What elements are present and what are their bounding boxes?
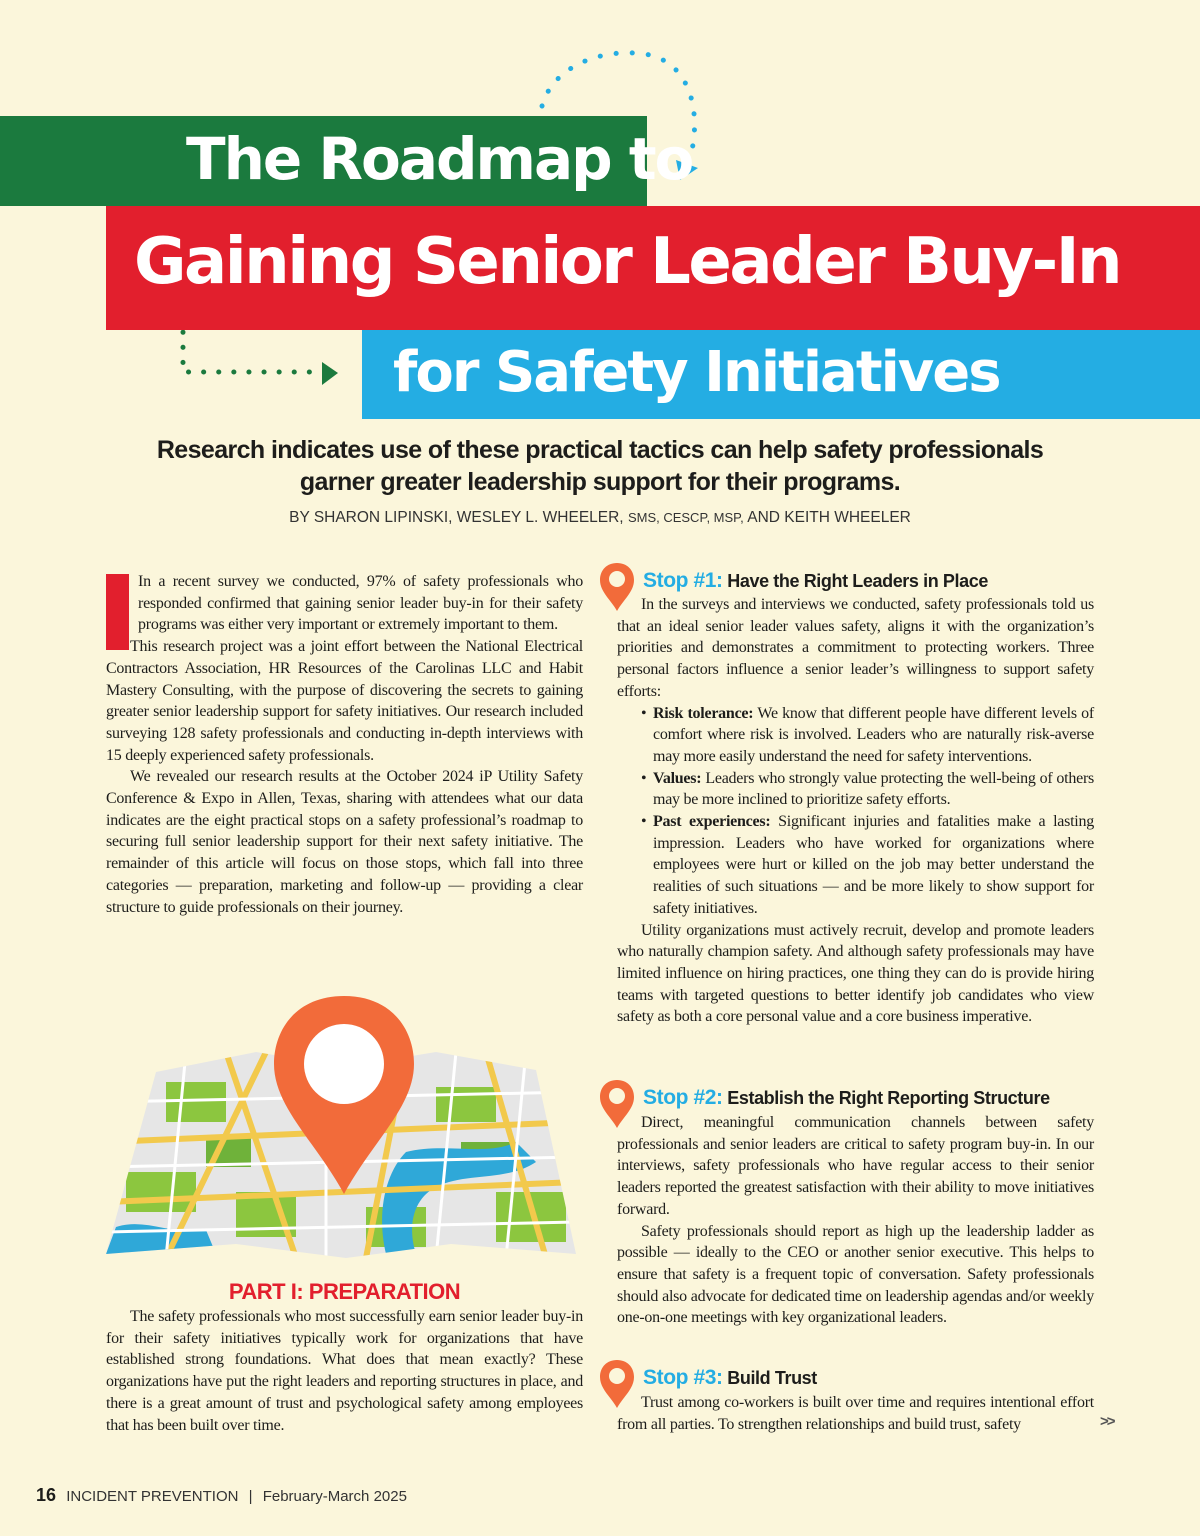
bullet-text: Leaders who strongly value protecting the well-being of others may be more inclined to prioritize safety efforts. bbox=[653, 769, 1095, 809]
part-1-text bbox=[106, 1306, 583, 1436]
bullet-term: Past experiences: bbox=[653, 813, 771, 831]
stop-3-text bbox=[617, 1392, 1094, 1435]
article-subtitle bbox=[100, 434, 1100, 498]
list-item bbox=[641, 768, 1094, 811]
list-item bbox=[641, 703, 1094, 768]
continue-arrow-icon[interactable]: >> bbox=[1100, 1413, 1114, 1430]
subtitle-line-2: garner greater leadership support for their programs. bbox=[299, 468, 901, 496]
bullet-text: We know that different people have different levels of comfort where risk is involved. Leaders who are naturally risk-averse may more easily understand the need for safety interventions. bbox=[653, 704, 1094, 765]
byline-credentials: SMS, CESCP, MSP, bbox=[627, 510, 744, 525]
stop-2-paragraph-1: Direct, meaningful communication channels between safety professionals and senior leaders are critical to safety program buy-in. In our interviews, safety professionals who have regular access to their senior leaders reported the greatest satisfaction with their ability to move initiatives forward. bbox=[617, 1114, 1094, 1218]
page-number: 16 bbox=[36, 1485, 57, 1505]
stop-3-title: Build Trust bbox=[727, 1368, 817, 1388]
intro-paragraph-3: We revealed our research results at the October 2024 iP Utility Safety Conference & Expo in Allen, Texas, sharing with attendees what our data indicates are the eight practical stops on a safety professional’s roadmap to securing full senior leadership support for their next safety initiative. The remainder of this article will focus on those stops, which fall into three categories — preparation, marketing and follow-up — providing a clear structure to guide professionals on their journey. bbox=[106, 768, 583, 916]
footer-separator: | bbox=[248, 1488, 253, 1505]
stop-1-paragraph-2: Utility organizations must actively recruit, develop and promote leaders who naturally champion safety. And although safety professionals may have limited influence on hiring practices, one thing they can do is provide hiring teams with targeted questions to better identify job candidates who view safety as both a core personal value and a core business imperative. bbox=[617, 921, 1094, 1026]
part-1-heading: PART I: PREPARATION bbox=[228, 1279, 461, 1304]
bullet-term: Risk tolerance: bbox=[653, 704, 754, 722]
stop-2-title: Establish the Right Reporting Structure bbox=[727, 1088, 1050, 1108]
page-footer bbox=[36, 1484, 407, 1508]
green-arrow-head-icon bbox=[322, 362, 338, 385]
issue-date: February-March 2025 bbox=[262, 1488, 407, 1505]
stop-1-heading bbox=[643, 569, 988, 593]
headline-line-1: The Roadmap to bbox=[186, 125, 693, 193]
publication-name: INCIDENT PREVENTION bbox=[66, 1488, 239, 1505]
stop-2-heading bbox=[643, 1086, 1050, 1110]
stop-1-factor-list bbox=[617, 703, 1094, 920]
intro-paragraph-2: This research project was a joint effort between the National Electrical Contractors Association, HR Resources of the Carolinas LLC and Habit Mastery Consulting, with the purpose of discovering the secrets to gaining greater senior leadership support for safety initiatives. Our research included surveying 128 safety professionals and conducting in-depth interviews with 15 deeply experienced safety professionals. bbox=[106, 638, 583, 764]
stop-1-title: Have the Right Leaders in Place bbox=[727, 571, 988, 591]
bullet-text: Significant injuries and fatalities make a lasting impression. Leaders who have worked for organizations where employees were hurt or killed on the job may better understand the realities of such situations — and be more likely to show support for safety initiatives. bbox=[653, 813, 1095, 917]
intro-paragraph-1: In a recent survey we conducted, 97% of safety professionals who responded confirmed that gaining senior leader buy-in for their safety programs was either very important or extremely important to them. bbox=[138, 573, 583, 634]
stop-1-text bbox=[617, 594, 1094, 1028]
stop-2-paragraph-2: Safety professionals should report as high up the leadership ladder as possible — ideally to the CEO or another senior executive. This helps to ensure that safety is a frequent topic of conversation. Safety professionals should also advocate for dedicated time on leadership agendas and/or weekly one-on-one meetings with key organizational leaders. bbox=[617, 1222, 1094, 1327]
stop-2-number: Stop #2: bbox=[643, 1086, 723, 1109]
stop-1-paragraph-1: In the surveys and interviews we conducted, safety professionals told us that an ideal senior leader values safety, aligns it with the organization’s priorities and demonstrates a commitment to protecting workers. Three personal factors influence a senior leader’s willingness to support safety efforts: bbox=[617, 596, 1094, 700]
byline-prefix: BY SHARON LIPINSKI, WESLEY L. WHEELER, bbox=[289, 509, 624, 526]
intro-text bbox=[106, 571, 583, 918]
subtitle-line-1: Research indicates use of these practical tactics can help safety professionals bbox=[156, 436, 1044, 464]
part-1-paragraph: The safety professionals who most successfully earn senior leader buy-in for their safety initiatives typically work for organizations that have established strong foundations. What does that mean exactly? These organizations have put the right leaders and reporting structures in place, and there is a great amount of trust and psychological safety among employees that has been built over time. bbox=[106, 1308, 583, 1434]
bullet-term: Values: bbox=[653, 769, 702, 787]
stop-1-number: Stop #1: bbox=[643, 569, 723, 592]
stop-2-text bbox=[617, 1112, 1094, 1329]
byline-suffix: AND KEITH WHEELER bbox=[747, 509, 911, 526]
author-byline bbox=[100, 508, 1100, 528]
headline-line-3: for Safety Initiatives bbox=[393, 340, 1000, 405]
stop-3-heading bbox=[643, 1366, 817, 1390]
map-illustration bbox=[106, 992, 583, 1262]
headline-line-2: Gaining Senior Leader Buy-In bbox=[134, 225, 1121, 299]
stop-3-number: Stop #3: bbox=[643, 1366, 723, 1389]
stop-3-paragraph-1: Trust among co-workers is built over time and requires intentional effort from all parties. To strengthen relationships and build trust, safety bbox=[617, 1394, 1094, 1433]
list-item bbox=[641, 811, 1094, 920]
